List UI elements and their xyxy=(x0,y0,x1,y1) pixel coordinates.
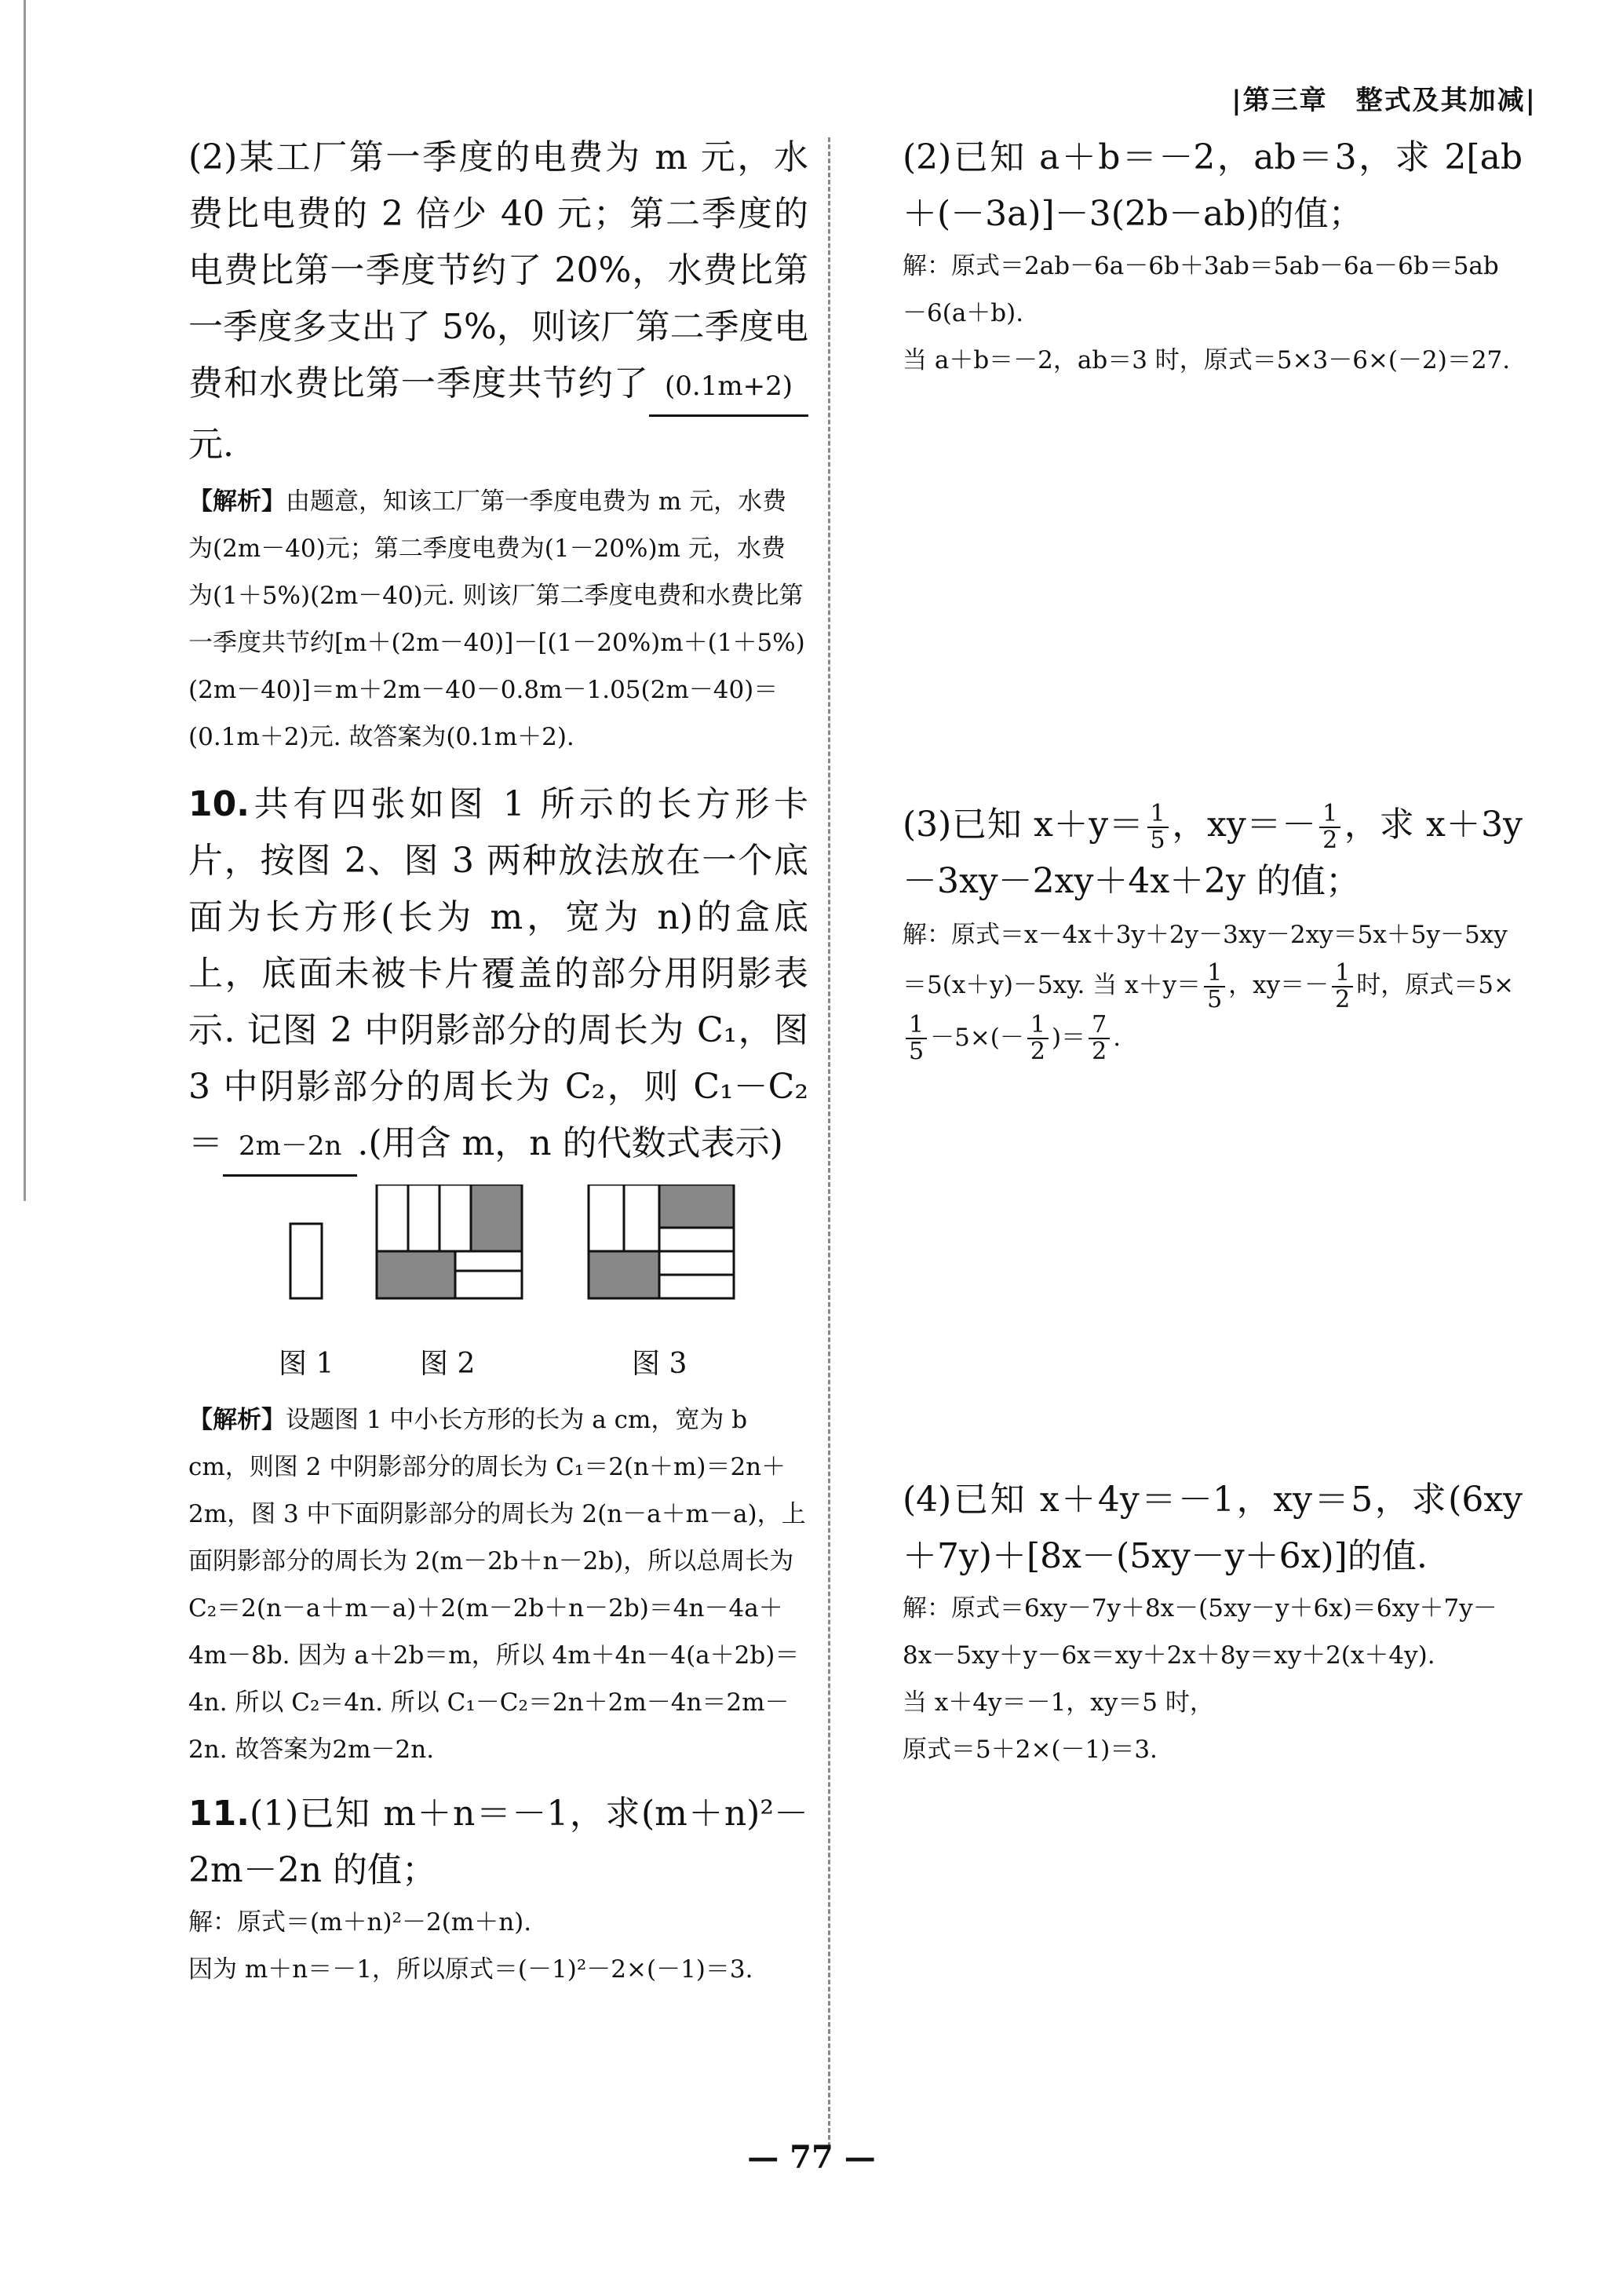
q11-part3 xyxy=(903,797,1523,910)
q9-part2-answer: (0.1m+2) xyxy=(649,358,808,417)
figure-1-caption: 图 1 xyxy=(279,1348,334,1380)
q11-part2-solution xyxy=(903,243,1523,384)
numerator: 1 xyxy=(1332,961,1353,987)
fraction-one-fifth xyxy=(1204,958,1225,1013)
q11-part1-solution-line1: 解：原式＝(m＋n)²－2(m＋n). xyxy=(188,1908,532,1936)
right-column-top xyxy=(903,130,1523,384)
q11-part3-sol-2: ，xy＝－ xyxy=(1228,971,1329,999)
q10-figures xyxy=(188,1177,808,1381)
figure-2-caption: 图 2 xyxy=(420,1348,476,1380)
q11-part4-solution-line2: 当 x＋4y＝－1，xy＝5 时， xyxy=(903,1688,1214,1717)
q9-part2-solution-text: 由题意，知该工厂第一季度电费为 m 元，水费为(2m－40)元；第二季度电费为(1－20%)m 元，水费为(1＋5%)(2m－40)元. 则该厂第二季度电费和水费比第一季度共节约[m＋(2m－40)]－[(1－20%)m＋(1＋5%)(2m－40)]＝m＋2m－40－0.8m－1.05(2m－40)＝(0.1m＋2)元. 故答案为(0.1m＋2). xyxy=(188,487,805,751)
q9-part2 xyxy=(188,130,808,473)
denominator: 5 xyxy=(1150,826,1165,854)
q11-part4-solution-line3: 原式＝5＋2×(－1)＝3. xyxy=(903,1736,1158,1764)
right-column-bottom xyxy=(903,1472,1523,1773)
q11-part3-sol-6: . xyxy=(1113,1023,1122,1052)
q10-solution-text: 设题图 1 中小长方形的长为 a cm，宽为 b cm，则图 2 中阴影部分的周长为 C₁＝2(n＋m)＝2n＋2m，图 3 中下面阴影部分的周长为 2(n－a＋m－a)，上面阴影部分的周长为 2(m－2b＋n－2b)，所以总周长为 C₂＝2(n－a＋m－a)＋2(m－2b＋n－2b)＝4n－4a＋4m－8b. 因为 a＋2b＝m，所以 4m＋4n－4(a＋2b)＝4n. 所以 C₂＝4n. 所以 C₁－C₂＝2n＋2m－4n＝2m－2n. 故答案为2m－2n. xyxy=(188,1406,806,1764)
fraction-one-half xyxy=(1027,1013,1049,1064)
page-number: — 77 — xyxy=(747,2139,876,2176)
q11-part3-sol-1: 解：原式＝x－4x＋3y＋2y－3xy－2xy＝5x＋5y－5xy＝5(x＋y)－5xy. 当 x＋y＝ xyxy=(903,921,1508,999)
denominator: 5 xyxy=(909,1038,925,1065)
q11-part2: (2)已知 a＋b＝－2，ab＝3，求 2[ab＋(－3a)]－3(2b－ab)的值； xyxy=(903,137,1523,234)
q11-part2-solution-line2: 当 a＋b＝－2，ab＝3 时，原式＝5×3－6×(－2)＝27. xyxy=(903,346,1511,374)
right-column-mid xyxy=(903,797,1523,1064)
q10-answer: 2m－2n xyxy=(223,1118,357,1177)
numerator: 1 xyxy=(1319,801,1340,828)
q10-solution xyxy=(188,1396,808,1773)
q11-part4: (4)已知 x＋4y＝－1，xy＝5，求(6xy＋7y)＋[8x－(5xy－y＋6x)]的值. xyxy=(903,1480,1523,1576)
fraction-one-fifth xyxy=(906,1013,927,1064)
q10-figures-svg xyxy=(188,1185,808,1341)
binding-margin-line xyxy=(24,0,26,1201)
denominator: 5 xyxy=(1207,985,1223,1013)
q11-part1-solution xyxy=(188,1899,808,1993)
denominator: 2 xyxy=(1030,1038,1045,1065)
solution-tag: 【解析】 xyxy=(188,487,286,516)
left-column xyxy=(188,130,808,1993)
q11-part4-solution xyxy=(903,1585,1523,1773)
fraction-one-fifth xyxy=(1147,801,1169,853)
q10-number: 10. xyxy=(188,784,250,824)
figure-1-card xyxy=(290,1224,322,1298)
figure-3-caption: 图 3 xyxy=(632,1348,687,1380)
q11-part1 xyxy=(188,1786,808,1899)
q9-part2-text: (2)某工厂第一季度的电费为 m 元，水费比电费的 2 倍少 40 元；第二季度的电费比第一季度节约了 20%，水费比第一季度多支出了 5%，则该厂第二季度电费和水费比第一季度共节约了 xyxy=(188,137,808,403)
q11-part1-solution-line2: 因为 m＋n＝－1，所以原式＝(－1)²－2×(－1)＝3. xyxy=(188,1955,753,1984)
solution-tag: 【解析】 xyxy=(188,1406,286,1434)
q9-part2-unit: 元. xyxy=(188,425,234,465)
q10-text-a: 共有四张如图 1 所示的长方形卡片，按图 2、图 3 两种放法放在一个底面为长方形(长为 m，宽为 n)的盒底上，底面未被卡片覆盖的部分用阴影表示. 记图 2 中阴影部分的周长为 C₁，图 3 中阴影部分的周长为 C₂，则 C₁－C₂＝ xyxy=(188,784,808,1163)
q10 xyxy=(188,776,808,1177)
denominator: 2 xyxy=(1335,985,1351,1013)
q11-part3-solution xyxy=(903,910,1523,1064)
q11-part4-solution-line1: 解：原式＝6xy－7y＋8x－(5xy－y＋6x)＝6xy＋7y－8x－5xy＋y－6x＝xy＋2x＋8y＝xy＋2(x＋4y). xyxy=(903,1594,1497,1670)
chapter-header: |第三章 整式及其加减| xyxy=(1231,85,1537,116)
numerator: 1 xyxy=(1147,801,1169,828)
fraction-one-half xyxy=(1332,958,1353,1013)
q10-text-b: .(用含 m，n 的代数式表示) xyxy=(357,1123,783,1163)
q11-part3-sol-3: 时，原式＝5× xyxy=(1356,971,1514,999)
numerator: 7 xyxy=(1089,1013,1110,1039)
q11-part3-sol-4: －5×(－ xyxy=(930,1023,1024,1052)
q11-number: 11. xyxy=(188,1794,250,1834)
q11-part3-pre: (3)已知 x＋y＝ xyxy=(903,805,1144,845)
q9-part2-solution xyxy=(188,478,808,761)
q11-part3-post: ，求 x＋3y－3xy－2xy＋4x＋2y 的值； xyxy=(903,805,1523,901)
numerator: 1 xyxy=(1204,961,1225,987)
q11-part3-sol-5: )＝ xyxy=(1051,1023,1086,1052)
q11-part3-mid: ，xy＝－ xyxy=(1171,805,1317,845)
fraction-seven-halves xyxy=(1089,1013,1110,1064)
numerator: 1 xyxy=(906,1013,927,1039)
denominator: 2 xyxy=(1322,826,1338,854)
figure-3-box xyxy=(589,1185,734,1298)
fraction-one-half xyxy=(1319,801,1340,853)
numerator: 1 xyxy=(1027,1013,1049,1039)
figure-2-box xyxy=(377,1185,522,1298)
q11-part2-solution-line1: 解：原式＝2ab－6a－6b＋3ab＝5ab－6a－6b＝5ab－6(a＋b). xyxy=(903,252,1499,327)
column-divider xyxy=(828,137,830,2147)
q11-part1-text: (1)已知 m＋n＝－1，求(m＋n)²－2m－2n 的值； xyxy=(188,1794,808,1890)
denominator: 2 xyxy=(1092,1038,1107,1065)
